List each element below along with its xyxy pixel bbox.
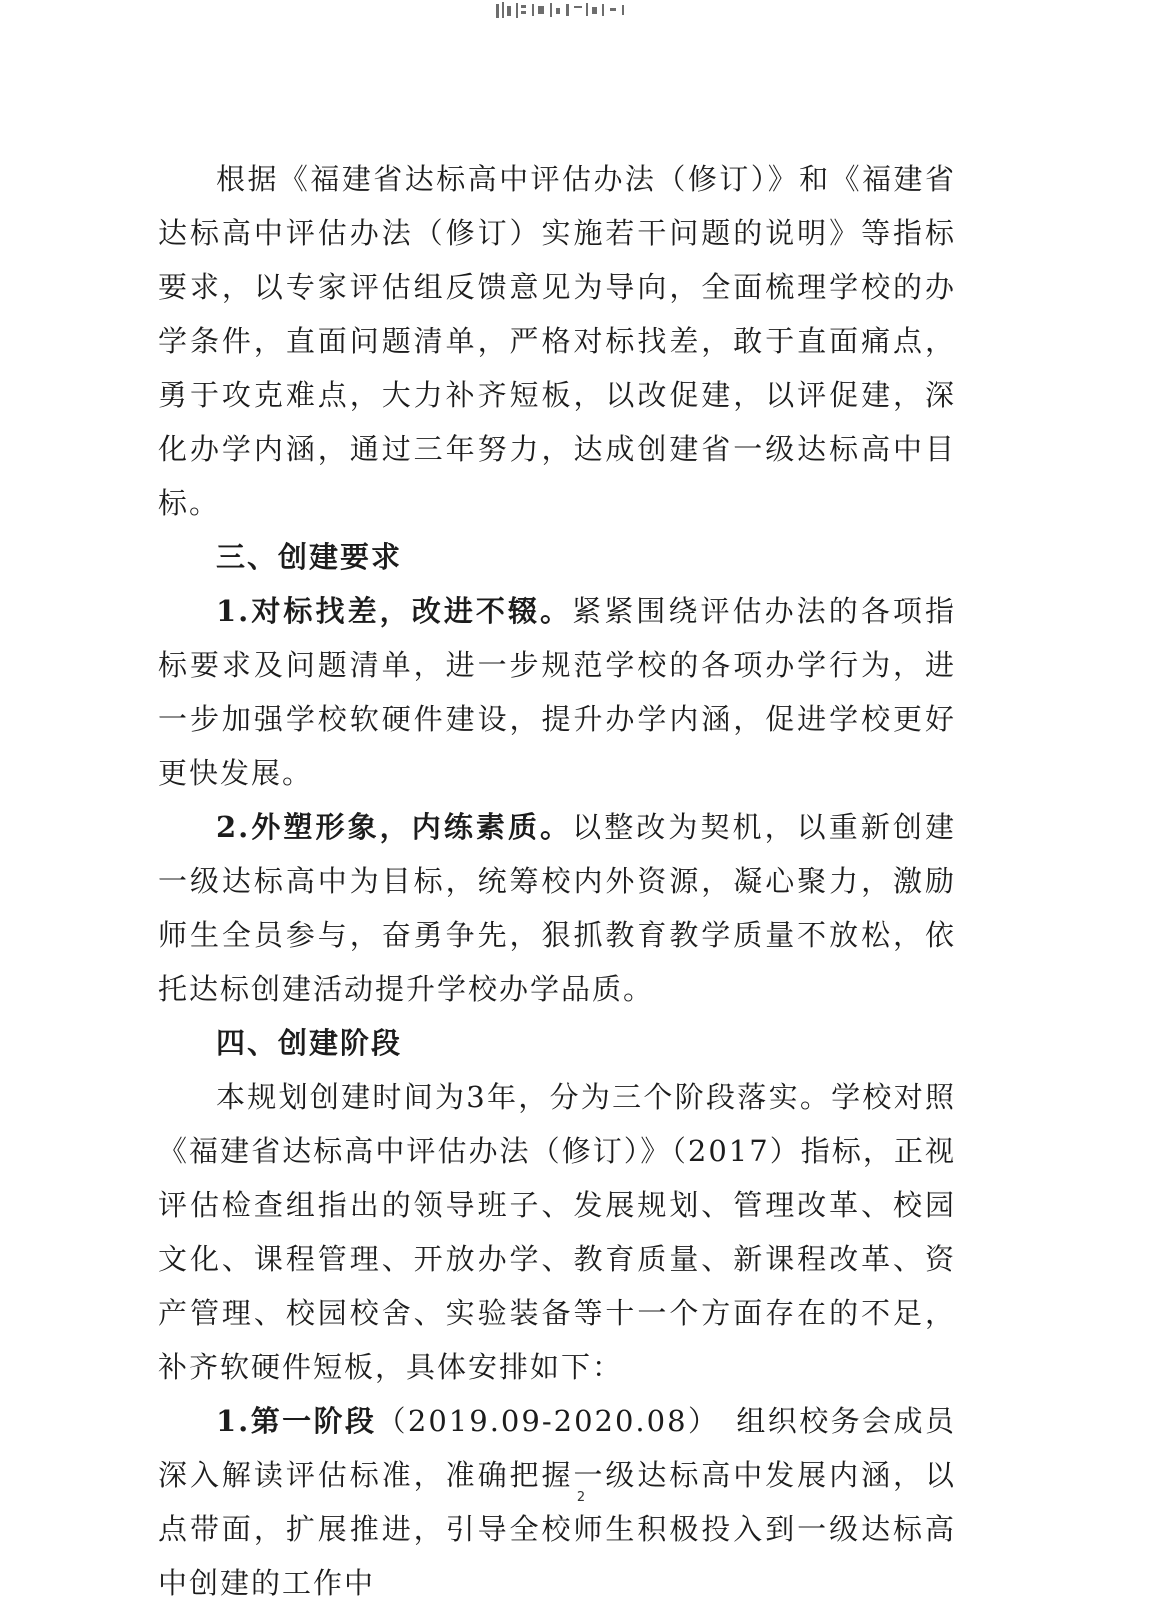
item-lead: 1.第一阶段 <box>216 1404 377 1438</box>
body-paragraph: 根据《福建省达标高中评估办法（修订）》和《福建省达标高中评估办法（修订）实施若干问题的说明》等指标要求，以专家评估组反馈意见为导向，全面梳理学校的办学条件，直面问题清单，严格对标找差，敢于直面痛点，勇于攻克难点，大力补齐短板，以改促建，以评促建，深化办学内涵，通过三年努力，达成创建省一级达标高中目标。 <box>158 162 956 520</box>
item-lead: 2.外塑形象，内练素质。 <box>216 810 573 844</box>
section-heading: 四、创建阶段 <box>216 1026 403 1060</box>
section-heading: 三、创建要求 <box>216 540 403 574</box>
page-number: 2 <box>576 1490 586 1505</box>
body-paragraph: 本规划创建时间为3年，分为三个阶段落实。学校对照《福建省达标高中评估办法（修订）》（2017）指标，正视评估检查组指出的领导班子、发展规划、管理改革、校园文化、课程管理、开放办学、教育质量、新课程改革、资产管理、校园校舍、实验装备等十一个方面存在的不足，补齐软硬件短板，具体安排如下： <box>158 1080 956 1384</box>
document-body <box>158 152 956 1610</box>
item-lead: 1.对标找差，改进不辍。 <box>216 594 573 628</box>
scan-artifact <box>490 0 670 28</box>
body-paragraph: 1.第一阶段（2019.09-2020.08） 组织校务会成员深入解读评估标准，准确把握一级达标高中发展内涵，以点带面，扩展推进，引导全校师生积极投入到一级达标高中创建的工作中 <box>158 1404 956 1600</box>
body-paragraph: 2.外塑形象，内练素质。以整改为契机，以重新创建一级达标高中为目标，统筹校内外资源，凝心聚力，激励师生全员参与，奋勇争先，狠抓教育教学质量不放松，依托达标创建活动提升学校办学品质。 <box>158 810 956 1006</box>
body-paragraph: 1.对标找差，改进不辍。紧紧围绕评估办法的各项指标要求及问题清单，进一步规范学校的各项办学行为，进一步加强学校软硬件建设，提升办学内涵，促进学校更好更快发展。 <box>158 594 956 790</box>
